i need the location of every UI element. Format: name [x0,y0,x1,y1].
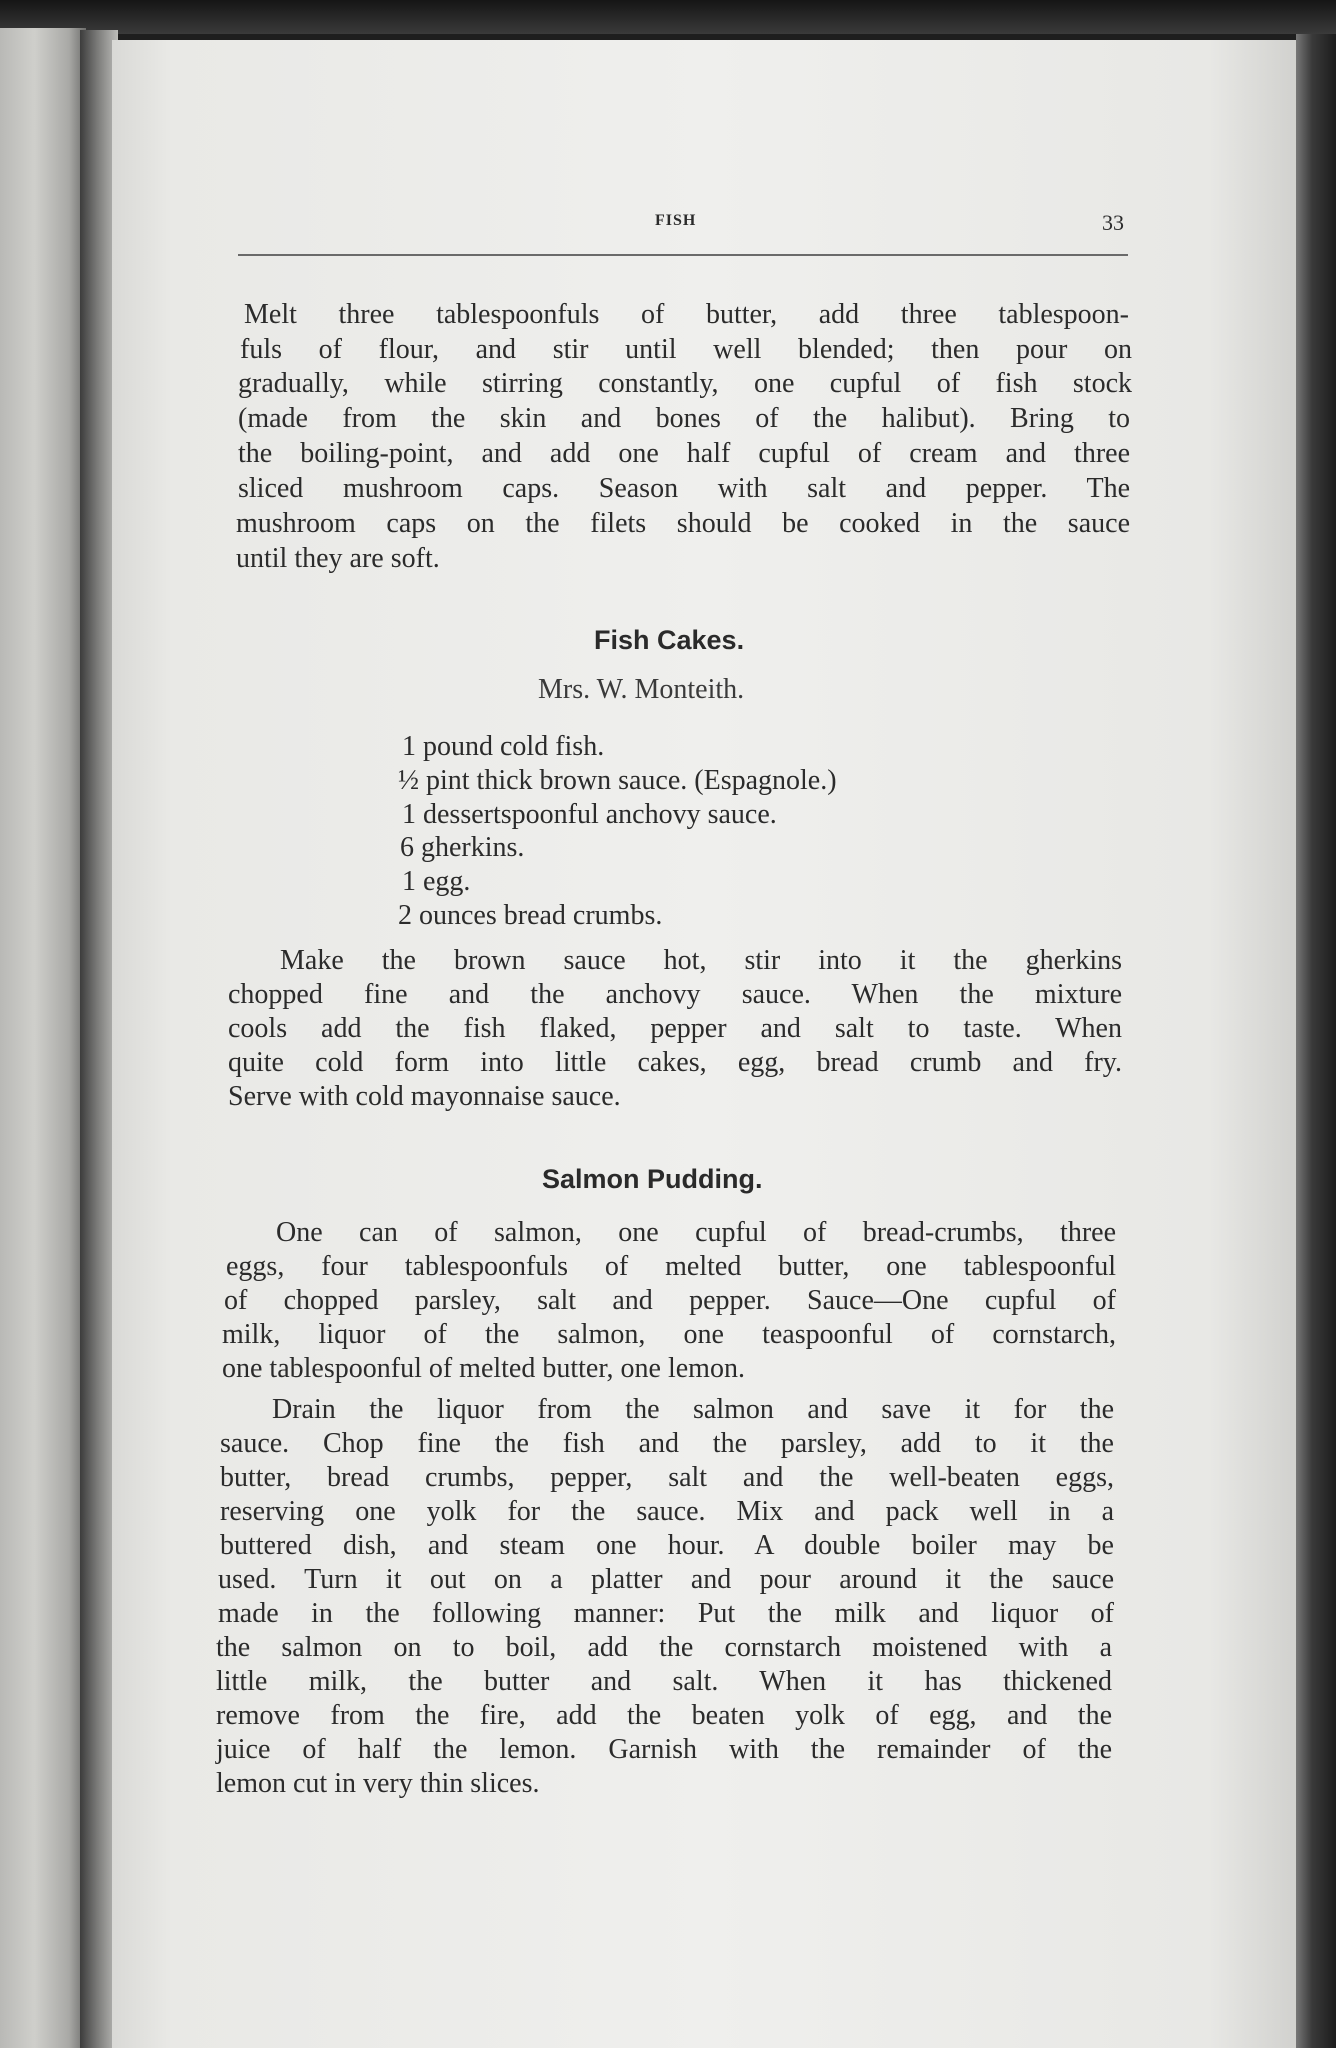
sauce-line: until they are soft. [236,543,440,574]
salmon-method-line: sauce. Chop fine the fish and the parsley, add to it the [220,1428,1114,1459]
sauce-line: gradually, while stirring constantly, one cupful of fish stock [238,368,1132,399]
salmon-method-line: buttered dish, and steam one hour. A double boiler may be [220,1530,1114,1561]
recipe-author: Mrs. W. Monteith. [538,674,745,705]
sauce-line: (made from the skin and bones of the halibut). Bring to [238,403,1130,434]
salmon-ingredients-line: milk, liquor of the salmon, one teaspoonful of cornstarch, [222,1319,1116,1350]
salmon-method-line: little milk, the butter and salt. When it has thickened [216,1666,1112,1697]
fish-cakes-method-line: chopped fine and the anchovy sauce. When the mixture [228,979,1122,1010]
sauce-line: fuls of flour, and stir until well blended; then pour on [240,334,1132,365]
salmon-method-line: the salmon on to boil, add the cornstarch moistened with a [216,1632,1112,1663]
salmon-ingredients-line: One can of salmon, one cupful of bread-crumbs, three [276,1217,1116,1248]
salmon-method-line: juice of half the lemon. Garnish with the remainder of the [216,1734,1112,1765]
salmon-ingredients-line: one tablespoonful of melted butter, one lemon. [222,1353,745,1384]
fish-cakes-method-line: quite cold form into little cakes, egg, bread crumb and fry. [228,1047,1122,1078]
salmon-method-line: used. Turn it out on a platter and pour around it the sauce [218,1564,1114,1595]
fish-cakes-method-line: cools add the fish flaked, pepper and salt to taste. When [228,1013,1122,1044]
salmon-ingredients-line: of chopped parsley, salt and pepper. Sauce—One cupful of [224,1285,1116,1316]
salmon-method-line: remove from the fire, add the beaten yolk of egg, and the [216,1700,1112,1731]
running-head: FISH [655,212,697,229]
header-rule [238,254,1128,256]
fish-cakes-method-line: Make the brown sauce hot, stir into it the gherkins [280,945,1122,976]
ingredient-item: 2 ounces bread crumbs. [398,900,663,931]
recipe-title-salmon-pudding: Salmon Pudding. [542,1164,763,1194]
salmon-method-line: butter, bread crumbs, pepper, salt and the well-beaten eggs, [220,1462,1114,1493]
ingredient-item: 1 dessertspoonful anchovy sauce. [402,799,777,830]
sauce-line: mushroom caps on the filets should be cooked in the sauce [236,508,1130,539]
salmon-method-line: lemon cut in very thin slices. [216,1768,540,1799]
recipe-title-fish-cakes: Fish Cakes. [594,625,745,655]
sauce-line: Melt three tablespoonfuls of butter, add three tablespoon- [244,299,1129,330]
ingredient-item: 1 egg. [402,866,471,897]
salmon-method-line: Drain the liquor from the salmon and save it for the [272,1394,1114,1425]
sauce-line: sliced mushroom caps. Season with salt and pepper. The [238,473,1130,504]
ingredient-item: 1 pound cold fish. [402,731,605,762]
salmon-ingredients-line: eggs, four tablespoonfuls of melted butter, one tablespoonful [226,1251,1116,1282]
ingredient-item: ½ pint thick brown sauce. (Espagnole.) [398,765,837,796]
sauce-line: the boiling-point, and add one half cupful of cream and three [238,438,1130,469]
scan-border-top [0,0,1336,34]
fish-cakes-method-line: Serve with cold mayonnaise sauce. [228,1081,621,1112]
page-number: 33 [1102,210,1124,235]
salmon-method-line: reserving one yolk for the sauce. Mix and pack well in a [220,1496,1114,1527]
page-edge-shadow [1296,34,1336,2048]
salmon-method-line: made in the following manner: Put the milk and liquor of [218,1598,1114,1629]
previous-page-edge [0,28,86,2048]
ingredient-item: 6 gherkins. [400,832,525,863]
